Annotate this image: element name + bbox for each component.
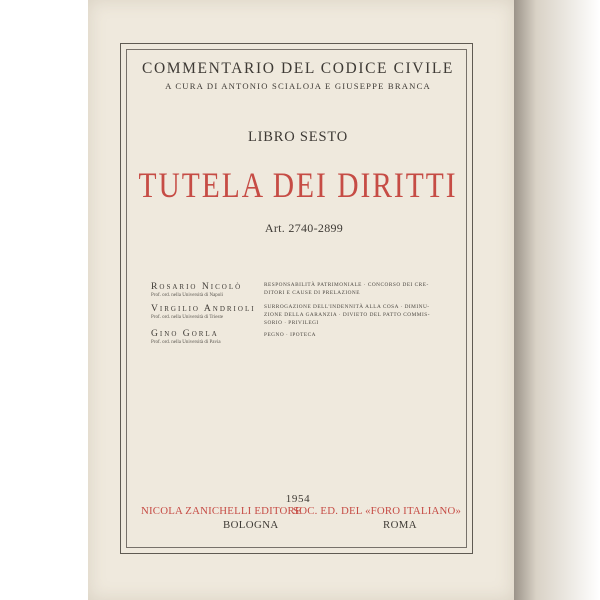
main-title: TUTELA DEI DIRITTI — [138, 165, 458, 205]
author-name: Gino Gorla — [151, 328, 219, 339]
author-topic-line: SORIO · PRIVILEGI — [264, 320, 319, 326]
publication-year: 1954 — [285, 493, 311, 505]
city-left: BOLOGNA — [223, 519, 279, 531]
author-topic-line: DITORI E CAUSE DI PRELAZIONE — [264, 290, 360, 296]
book-number: LIBRO SESTO — [248, 129, 348, 145]
city-right: ROMA — [383, 519, 417, 531]
article-range: Art. 2740-2899 — [264, 221, 344, 235]
author-name: Virgilio Andrioli — [151, 303, 256, 314]
author-topic-line: PEGNO · IPOTECA — [264, 332, 316, 338]
series-title: COMMENTARIO DEL CODICE CIVILE — [142, 60, 454, 77]
author-name: Rosario Nicolò — [151, 281, 243, 292]
author-topic-line: SURROGAZIONE DELL'INDENNITÀ ALLA COSA · DIMINU- — [264, 304, 430, 310]
publisher-left: NICOLA ZANICHELLI EDITORE — [141, 505, 302, 517]
inner-border-frame — [126, 49, 467, 548]
author-affiliation: Prof. ord. nella Università di Pavia — [151, 340, 221, 345]
page-edge-shadow — [509, 0, 600, 600]
author-topic-line: RESPONSABILITÀ PATRIMONIALE · CONCORSO DEI CRE- — [264, 282, 429, 288]
publisher-right: SOC. ED. DEL «FORO ITALIANO» — [293, 505, 462, 517]
author-affiliation: Prof. ord. nella Università di Napoli — [151, 293, 224, 298]
editors-line: A CURA DI ANTONIO SCIALOJA E GIUSEPPE BRANCA — [165, 81, 431, 91]
author-affiliation: Prof. ord. nella Università di Trieste — [151, 315, 224, 320]
author-topic-line: ZIONE DELLA GARANZIA · DIVIETO DEL PATTO COMMIS- — [264, 312, 430, 318]
